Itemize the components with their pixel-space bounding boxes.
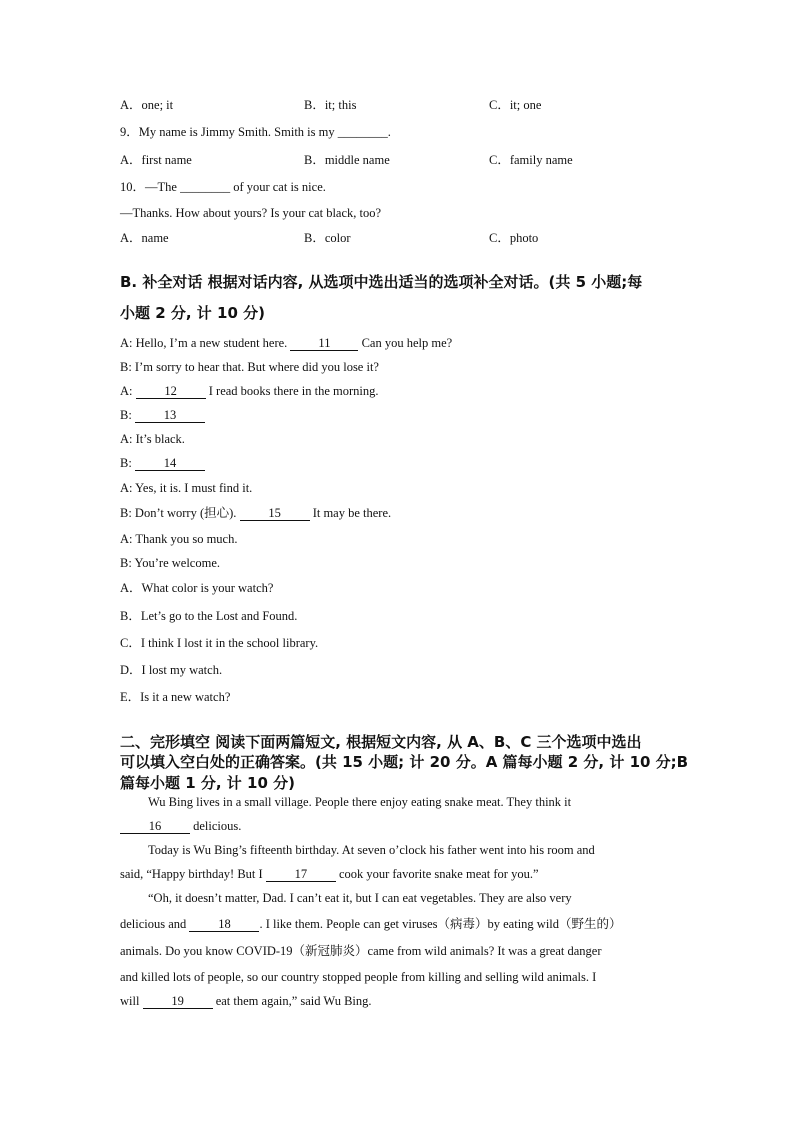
dialogue-option-a: A．What color is your watch? bbox=[120, 581, 274, 595]
q8-option-c: C．it; one bbox=[489, 98, 542, 112]
passage-line-2: 16 delicious. bbox=[120, 820, 241, 834]
dialogue-line-7: A: Yes, it is. I must find it. bbox=[120, 481, 253, 495]
q9-question: 9．My name is Jimmy Smith. Smith is my ________. bbox=[120, 125, 391, 139]
dialogue-line-2: B: I’m sorry to hear that. But where did you lose it? bbox=[120, 360, 379, 374]
blank-19: 19 bbox=[143, 995, 213, 1009]
q8-option-a: A．one; it bbox=[120, 98, 174, 112]
q8-option-b: B．it; this bbox=[304, 98, 357, 112]
passage-line-6: delicious and 18 . I like them. People can get viruses（病毒）by eating wild（野生的） bbox=[120, 917, 622, 931]
section-2-heading-3: 篇每小题 1 分, 计 10 分) bbox=[120, 774, 295, 792]
passage-line-7: animals. Do you know COVID-19（新冠肺炎）came from wild animals? It was a great danger bbox=[120, 944, 602, 958]
dialogue-line-9: A: Thank you so much. bbox=[120, 532, 238, 546]
dialogue-line-10: B: You’re welcome. bbox=[120, 556, 220, 570]
dialogue-line-5: A: It’s black. bbox=[120, 432, 185, 446]
q9-option-b: B．middle name bbox=[304, 153, 390, 167]
blank-11: 11 bbox=[290, 337, 358, 351]
section-2-heading-1: 二、完形填空 阅读下面两篇短文, 根据短文内容, 从 A、B、C 三个选项中选出 bbox=[120, 733, 642, 751]
dialogue-line-3: A: 12 I read books there in the morning. bbox=[120, 384, 379, 398]
dialogue-line-6: B: 14 bbox=[120, 457, 205, 471]
q10-reply: —Thanks. How about yours? Is your cat black, too? bbox=[120, 206, 382, 220]
blank-13: 13 bbox=[135, 409, 205, 423]
section-2-heading-2: 可以填入空白处的正确答案。(共 15 小题; 计 20 分。A 篇每小题 2 分, 计 10 分;B bbox=[120, 753, 689, 771]
q9-option-c: C．family name bbox=[489, 153, 573, 167]
blank-17: 17 bbox=[266, 868, 336, 882]
passage-line-4: said, “Happy birthday! But I 17 cook your favorite snake meat for you.” bbox=[120, 867, 539, 881]
dialogue-option-d: D．I lost my watch. bbox=[120, 663, 223, 677]
q10-option-a: A．name bbox=[120, 231, 169, 245]
dialogue-option-c: C．I think I lost it in the school library. bbox=[120, 636, 319, 650]
blank-14: 14 bbox=[135, 457, 205, 471]
passage-line-8: and killed lots of people, so our country stopped people from killing and selling wild animals. I bbox=[120, 970, 597, 984]
section-b-heading-2: 小题 2 分, 计 10 分) bbox=[120, 304, 265, 322]
passage-line-3: Today is Wu Bing’s fifteenth birthday. At seven o’clock his father went into his room and bbox=[148, 843, 595, 857]
dialogue-option-e: E．Is it a new watch? bbox=[120, 690, 231, 704]
dialogue-line-8: B: Don’t worry (担心). 15 It may be there. bbox=[120, 506, 392, 520]
blank-16: 16 bbox=[120, 820, 190, 834]
section-b-heading-1: B. 补全对话 根据对话内容, 从选项中选出适当的选项补全对话。(共 5 小题;每 bbox=[120, 273, 643, 291]
q9-option-a: A．first name bbox=[120, 153, 192, 167]
passage-line-9: will 19 eat them again,” said Wu Bing. bbox=[120, 994, 372, 1008]
passage-line-1: Wu Bing lives in a small village. People there enjoy eating snake meat. They think it bbox=[148, 795, 572, 809]
blank-18: 18 bbox=[189, 918, 259, 932]
dialogue-option-b: B．Let’s go to the Lost and Found. bbox=[120, 609, 298, 623]
q10-question: 10．—The ________ of your cat is nice. bbox=[120, 180, 326, 194]
blank-12: 12 bbox=[136, 385, 206, 399]
dialogue-line-1: A: Hello, I’m a new student here. 11 Can you help me? bbox=[120, 336, 453, 350]
q10-option-b: B．color bbox=[304, 231, 351, 245]
blank-15: 15 bbox=[240, 507, 310, 521]
dialogue-line-4: B: 13 bbox=[120, 409, 205, 423]
q10-option-c: C．photo bbox=[489, 231, 539, 245]
passage-line-5: “Oh, it doesn’t matter, Dad. I can’t eat it, but I can eat vegetables. They are also very bbox=[148, 891, 572, 905]
